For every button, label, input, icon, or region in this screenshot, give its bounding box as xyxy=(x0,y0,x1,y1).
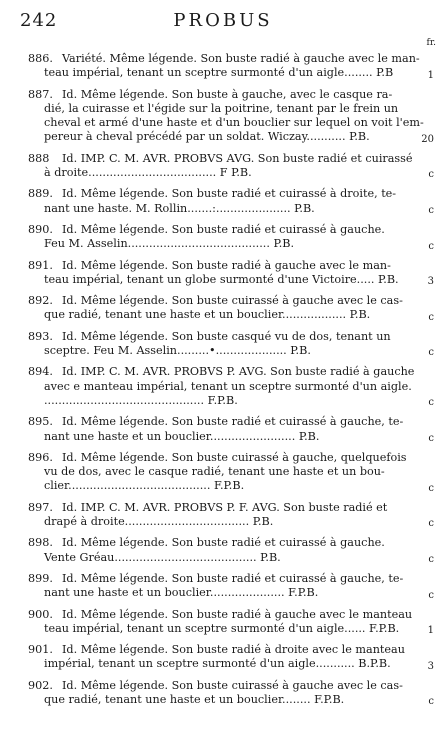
entry-text-line: vu de dos, avec le casque radié, tenant une haste et un bou- xyxy=(44,465,385,479)
entry-number: 886. xyxy=(28,52,53,65)
catalogue-entry xyxy=(0,501,446,530)
entry-text-line: Id. Même légende. Son buste cuirassé à gauche avec le cas- xyxy=(62,294,403,308)
entry-text-line: sceptre. Feu M. Asselin.........•.................... P.B. xyxy=(44,344,311,358)
rarity-value: c xyxy=(428,518,434,530)
catalogue-entry xyxy=(0,536,446,565)
rarity-value: c xyxy=(428,347,434,359)
catalogue-entry xyxy=(0,608,446,637)
entry-number: 892. xyxy=(28,294,53,308)
rarity-value: c xyxy=(428,240,434,252)
catalogue-entry xyxy=(0,187,446,216)
entry-text-line: Id. IMP. C. M. AVR. PROBVS AVG. Son buste radié et cuirassé xyxy=(62,151,413,165)
catalogue-entry xyxy=(0,679,446,708)
entry-number: 896. xyxy=(28,450,53,464)
entry-text-line: Vente Gréau........................................ P.B. xyxy=(44,550,281,564)
entry-text-line: avec e manteau impérial, tenant un sceptre surmonté d'un aigle. xyxy=(44,379,412,393)
rarity-value: c xyxy=(428,482,434,494)
entry-text-line: Id. Même légende. Son buste radié à droite avec le manteau xyxy=(62,643,405,657)
entry-number: 891. xyxy=(28,258,53,272)
entry-text-line: Id. Même légende. Son buste radié à gauche avec le manteau xyxy=(62,607,413,621)
entry-number: 900. xyxy=(28,607,53,621)
entry-text-line: Id. Même légende. Son buste à gauche, avec le casque ra- xyxy=(62,87,393,101)
catalogue-entry xyxy=(0,223,446,252)
catalogue-entry xyxy=(0,365,446,408)
rarity-value: 1 xyxy=(427,625,434,637)
catalogue-entry xyxy=(0,451,446,494)
entry-text-line: cheval et armé d'une haste et d'un bouclier sur lequel on voit l'em- xyxy=(44,116,424,130)
entry-text-line: Id. Même légende. Son buste radié et cuirassé à gauche, te- xyxy=(62,571,404,585)
entry-text-line: Id. Même légende. Son buste radié et cuirassé à gauche. xyxy=(62,536,385,550)
catalogue-entry xyxy=(0,152,446,181)
page-number: 242 xyxy=(20,10,58,31)
entry-text-line: Id. Même légende. Son buste cuirassé à gauche avec le cas- xyxy=(62,678,403,692)
entry-text-line: Variété. Même légende. Son buste radié à gauche avec le man- xyxy=(62,52,420,65)
entry-text-line: drapé à droite................................... P.B. xyxy=(44,515,274,529)
rarity-value: c xyxy=(428,397,434,409)
catalogue-entry xyxy=(0,294,446,323)
entry-text-line: Feu M. Asselin........................................ P.B. xyxy=(44,237,295,251)
rarity-value: c xyxy=(428,432,434,444)
rarity-value: 20 xyxy=(421,133,434,145)
entry-text-line: que radié, tenant une haste et un bouclier.................. P.B. xyxy=(44,308,371,322)
entry-number: 894. xyxy=(28,365,53,379)
rarity-value: 3 xyxy=(427,660,434,672)
entry-text-line: ............................................. F.P.B. xyxy=(44,393,238,407)
entry-text-line: Id. Même légende. Son buste radié et cuirassé à gauche, te- xyxy=(62,415,404,429)
entry-number: 899. xyxy=(28,571,53,585)
entry-text-line: Id. Même légende. Son buste radié et cuirassé à gauche. xyxy=(62,222,385,236)
entry-text-line: nant une haste et un bouclier........................ P.B. xyxy=(44,429,320,443)
rarity-value: c xyxy=(428,204,434,216)
running-title: PROBUS xyxy=(173,10,273,31)
entry-text-line: teau impérial, tenant un sceptre surmonté d'un aigle...... F.P.B. xyxy=(44,621,400,635)
entry-number: 895. xyxy=(28,415,53,429)
catalogue-entry xyxy=(0,572,446,601)
entry-text-line: nant une haste et un bouclier..................... F.P.B. xyxy=(44,586,319,600)
catalogue-entry xyxy=(0,259,446,288)
entry-number: 897. xyxy=(28,500,53,514)
entry-number: 890. xyxy=(28,222,53,236)
page-header xyxy=(0,8,446,38)
entry-number: 902. xyxy=(28,678,53,692)
catalogue-entry xyxy=(0,88,446,145)
entry-text-line: Id. IMP. C. M. AVR. PROBVS P. AVG. Son buste radié à gauche xyxy=(62,365,415,379)
entry-text-line: teau impérial, tenant un sceptre surmonté d'un aigle........ P.B xyxy=(44,66,394,80)
entry-text-line: Id. Même légende. Son buste radié et cuirassé à droite, te- xyxy=(62,187,397,201)
entry-number: 893. xyxy=(28,329,53,343)
entry-text-line: Id. Même légende. Son buste cuirassé à gauche, quelquefois xyxy=(62,450,407,464)
catalogue-entry xyxy=(0,52,446,81)
entry-text-line: impérial, tenant un sceptre surmonté d'un aigle........... B.P.B. xyxy=(44,657,391,671)
catalogue-entries xyxy=(0,52,446,714)
entry-number: 901. xyxy=(28,643,53,657)
entry-number: 887. xyxy=(28,87,53,101)
catalogue-entry xyxy=(0,415,446,444)
entry-text-line: nant une haste. M. Rollin.......:..................... P.B. xyxy=(44,201,315,215)
catalogue-entry xyxy=(0,330,446,359)
rarity-value: c xyxy=(428,553,434,565)
rarity-value: 1 xyxy=(427,69,434,81)
entry-number: 898. xyxy=(28,536,53,550)
catalogue-entry xyxy=(0,643,446,672)
entry-text-line: clier........................................ F.P.B. xyxy=(44,479,245,493)
rarity-value: c xyxy=(428,696,434,708)
entry-text-line: teau impérial, tenant un globe surmonté d'une Victoire..... P.B. xyxy=(44,272,399,286)
entry-text-line: pereur à cheval précédé par un soldat. Wiczay........... P.B. xyxy=(44,130,370,144)
entry-text-line: Id. Même légende. Son buste casqué vu de dos, tenant un xyxy=(62,329,391,343)
entry-text-line: dié, la cuirasse et l'égide sur la poitrine, tenant par le frein un xyxy=(44,101,399,115)
rarity-value: c xyxy=(428,589,434,601)
rarity-value: c xyxy=(428,311,434,323)
rarity-value: 3 xyxy=(427,276,434,288)
entry-number: 888 xyxy=(28,151,50,165)
entry-text-line: Id. Même légende. Son buste radié à gauche avec le man- xyxy=(62,258,391,272)
entry-text-line: Id. IMP. C. M. AVR. PROBVS P. F. AVG. Son buste radié et xyxy=(62,500,388,514)
entry-number: 889. xyxy=(28,187,53,201)
entry-text-line: à droite.................................... F P.B. xyxy=(44,166,252,180)
rarity-value: c xyxy=(428,169,434,181)
entry-text-line: que radié, tenant une haste et un bouclier........ F.P.B. xyxy=(44,692,345,706)
price-column-head: fr. xyxy=(426,38,436,48)
